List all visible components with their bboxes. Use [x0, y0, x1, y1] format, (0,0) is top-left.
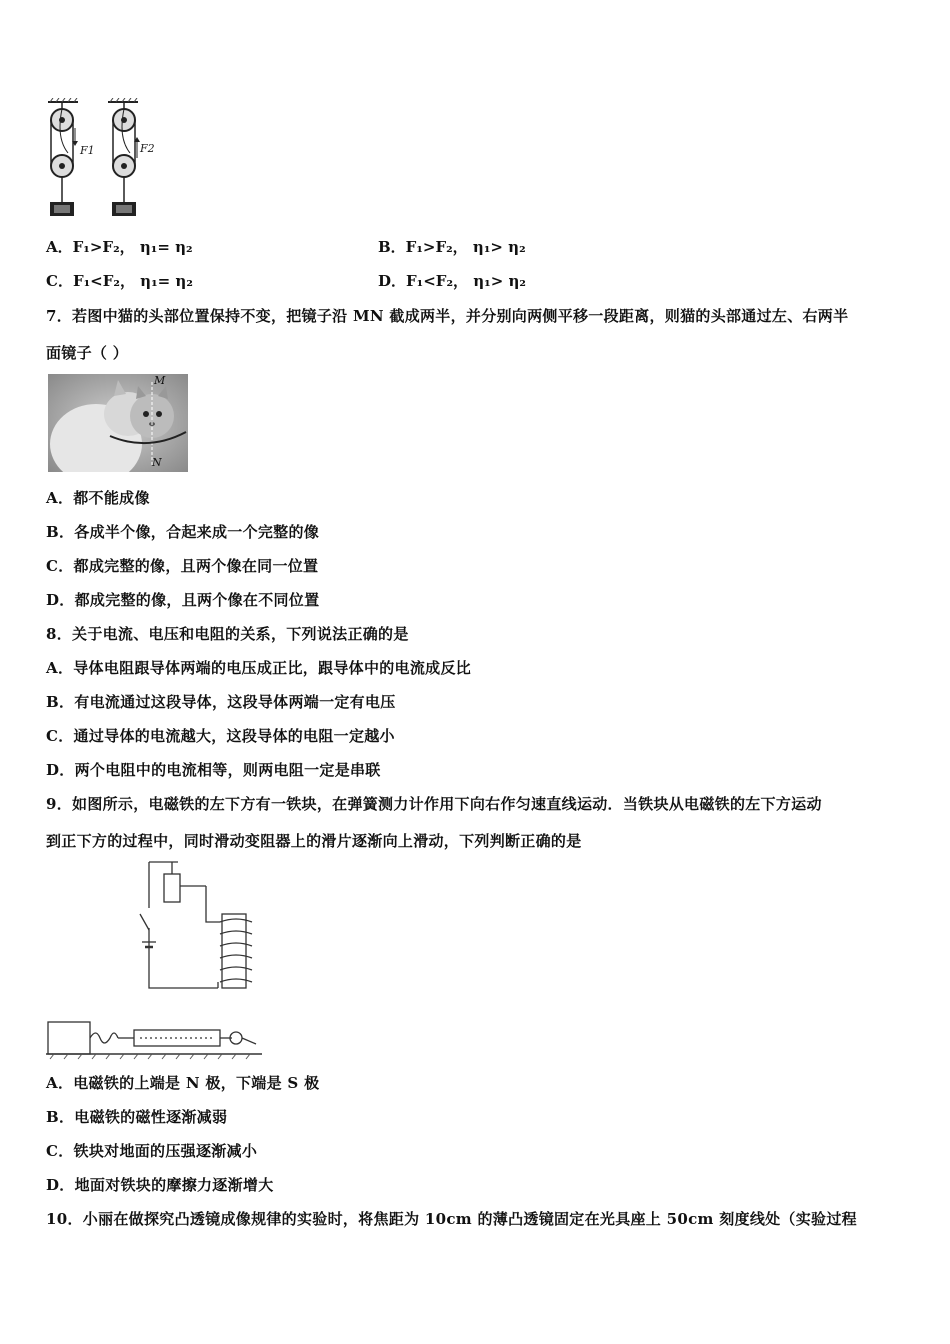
- q6-option-d: D．F₁<F₂， η₁> η₂: [378, 272, 526, 290]
- electromagnet-circuit-figure: [44, 858, 268, 1060]
- pulley-figure: [44, 98, 164, 220]
- mirror-label-m: M: [154, 374, 166, 387]
- q9-option-d: D．地面对铁块的摩擦力逐渐增大: [46, 1176, 274, 1194]
- q7-option-b: B．各成半个像，合起来成一个完整的像: [46, 523, 320, 541]
- q7-option-d: D．都成完整的像，且两个像在不同位置: [46, 591, 320, 609]
- q9-option-b: B．电磁铁的磁性逐渐减弱: [46, 1108, 228, 1126]
- q9-option-a: A．电磁铁的上端是 N 极，下端是 S 极: [46, 1074, 320, 1092]
- q6-option-c: C．F₁<F₂， η₁= η₂: [46, 272, 193, 290]
- mirror-label-n: N: [152, 456, 162, 469]
- q6-option-b: B．F₁>F₂， η₁> η₂: [378, 238, 526, 256]
- q6-option-a: A．F₁>F₂， η₁= η₂: [46, 238, 193, 256]
- q8-option-c: C．通过导体的电流越大，这段导体的电阻一定越小: [46, 727, 395, 745]
- q7-option-c: C．都成完整的像，且两个像在同一位置: [46, 557, 319, 575]
- q8-option-d: D．两个电阻中的电流相等，则两电阻一定是串联: [46, 761, 381, 779]
- cat-mirror-photo: [48, 374, 188, 472]
- q9-stem-line1: 9．如图所示，电磁铁的左下方有一铁块，在弹簧测力计作用下向右作匀速直线运动．当铁块从电磁铁的左下方运动: [46, 795, 822, 813]
- q9-stem-line2: 到正下方的过程中，同时滑动变阻器上的滑片逐渐向上滑动，下列判断正确的是: [46, 832, 582, 850]
- q7-stem-line2: 面镜子（ ）: [46, 344, 129, 362]
- q10-stem-line1: 10．小丽在做探究凸透镜成像规律的实验时，将焦距为 10cm 的薄凸透镜固定在光具座上 50cm 刻度线处（实验过程: [46, 1210, 857, 1228]
- q9-option-c: C．铁块对地面的压强逐渐减小: [46, 1142, 258, 1160]
- q8-option-b: B．有电流通过这段导体，这段导体两端一定有电压: [46, 693, 396, 711]
- f1-label: F1: [80, 144, 95, 157]
- q7-stem-line1: 7．若图中猫的头部位置保持不变，把镜子沿 MN 截成两半，并分别向两侧平移一段距离，则猫的头部通过左、右两半: [46, 307, 849, 325]
- f2-label: F2: [140, 142, 155, 155]
- q8-stem: 8．关于电流、电压和电阻的关系，下列说法正确的是: [46, 625, 409, 643]
- q8-option-a: A．导体电阻跟导体两端的电压成正比，跟导体中的电流成反比: [46, 659, 472, 677]
- q7-option-a: A．都不能成像: [46, 489, 150, 507]
